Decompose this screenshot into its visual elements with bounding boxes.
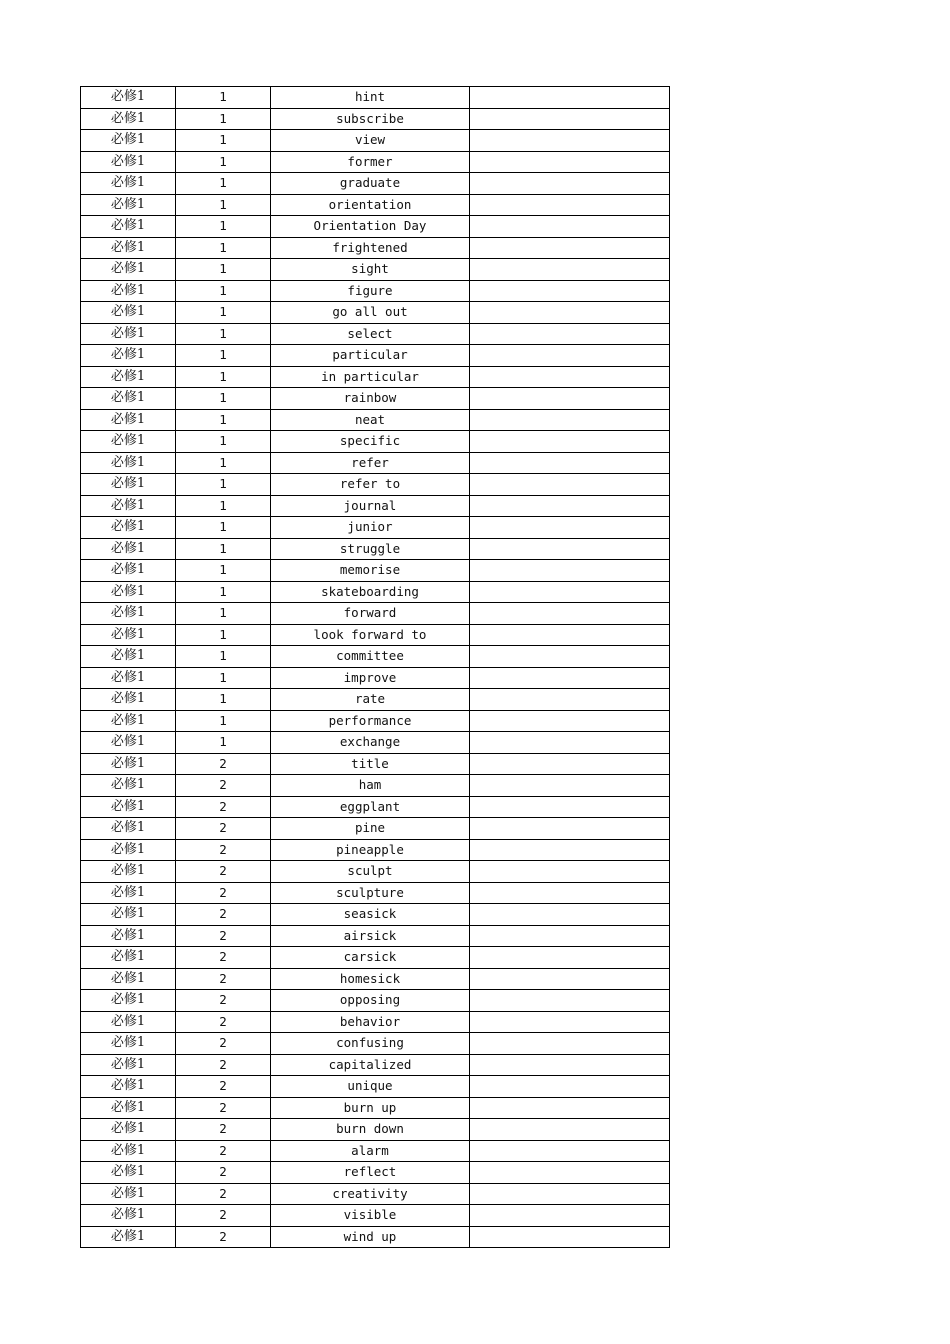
book-cell: 必修1 [81, 323, 176, 345]
table-row [81, 990, 670, 1012]
table-row [81, 1205, 670, 1227]
unit-cell: 1 [176, 474, 271, 496]
unit-cell: 2 [176, 968, 271, 990]
note-cell [470, 216, 670, 238]
word-cell: subscribe [271, 108, 470, 130]
unit-cell: 2 [176, 947, 271, 969]
note-cell [470, 753, 670, 775]
unit-cell: 1 [176, 517, 271, 539]
table-row [81, 796, 670, 818]
note-cell [470, 925, 670, 947]
word-cell: figure [271, 280, 470, 302]
book-cell: 必修1 [81, 151, 176, 173]
table-row [81, 1140, 670, 1162]
book-cell: 必修1 [81, 818, 176, 840]
table-row [81, 947, 670, 969]
word-cell: seasick [271, 904, 470, 926]
book-cell: 必修1 [81, 839, 176, 861]
unit-cell: 1 [176, 710, 271, 732]
book-cell: 必修1 [81, 603, 176, 625]
book-cell: 必修1 [81, 882, 176, 904]
table-row [81, 560, 670, 582]
word-cell: performance [271, 710, 470, 732]
unit-cell: 1 [176, 409, 271, 431]
word-cell: committee [271, 646, 470, 668]
note-cell [470, 624, 670, 646]
note-cell [470, 1033, 670, 1055]
note-cell [470, 710, 670, 732]
word-cell: journal [271, 495, 470, 517]
note-cell [470, 990, 670, 1012]
note-cell [470, 517, 670, 539]
table-row [81, 323, 670, 345]
unit-cell: 1 [176, 732, 271, 754]
unit-cell: 1 [176, 194, 271, 216]
note-cell [470, 302, 670, 324]
note-cell [470, 237, 670, 259]
book-cell: 必修1 [81, 560, 176, 582]
word-cell: sight [271, 259, 470, 281]
note-cell [470, 1076, 670, 1098]
table-row [81, 173, 670, 195]
book-cell: 必修1 [81, 1162, 176, 1184]
book-cell: 必修1 [81, 990, 176, 1012]
word-cell: rate [271, 689, 470, 711]
word-cell: improve [271, 667, 470, 689]
unit-cell: 1 [176, 452, 271, 474]
book-cell: 必修1 [81, 1119, 176, 1141]
unit-cell: 1 [176, 280, 271, 302]
word-cell: burn up [271, 1097, 470, 1119]
table-row [81, 581, 670, 603]
table-row [81, 839, 670, 861]
unit-cell: 1 [176, 345, 271, 367]
table-row [81, 259, 670, 281]
note-cell [470, 173, 670, 195]
table-row [81, 667, 670, 689]
word-cell: refer to [271, 474, 470, 496]
word-cell: orientation [271, 194, 470, 216]
unit-cell: 2 [176, 839, 271, 861]
unit-cell: 2 [176, 1011, 271, 1033]
unit-cell: 1 [176, 495, 271, 517]
note-cell [470, 452, 670, 474]
unit-cell: 1 [176, 603, 271, 625]
word-cell: capitalized [271, 1054, 470, 1076]
unit-cell: 1 [176, 237, 271, 259]
word-cell: refer [271, 452, 470, 474]
unit-cell: 1 [176, 259, 271, 281]
book-cell: 必修1 [81, 388, 176, 410]
unit-cell: 2 [176, 861, 271, 883]
word-cell: airsick [271, 925, 470, 947]
unit-cell: 1 [176, 108, 271, 130]
word-cell: memorise [271, 560, 470, 582]
table-row [81, 1162, 670, 1184]
note-cell [470, 1011, 670, 1033]
word-cell: ham [271, 775, 470, 797]
table-row [81, 1097, 670, 1119]
table-row [81, 345, 670, 367]
unit-cell: 1 [176, 560, 271, 582]
book-cell: 必修1 [81, 431, 176, 453]
note-cell [470, 194, 670, 216]
unit-cell: 2 [176, 904, 271, 926]
table-row [81, 1226, 670, 1248]
word-cell: sculpture [271, 882, 470, 904]
note-cell [470, 431, 670, 453]
unit-cell: 1 [176, 431, 271, 453]
book-cell: 必修1 [81, 1226, 176, 1248]
table-row [81, 87, 670, 109]
word-cell: Orientation Day [271, 216, 470, 238]
book-cell: 必修1 [81, 710, 176, 732]
unit-cell: 1 [176, 624, 271, 646]
book-cell: 必修1 [81, 302, 176, 324]
book-cell: 必修1 [81, 495, 176, 517]
table-row [81, 925, 670, 947]
book-cell: 必修1 [81, 624, 176, 646]
table-row [81, 753, 670, 775]
unit-cell: 2 [176, 1054, 271, 1076]
note-cell [470, 495, 670, 517]
book-cell: 必修1 [81, 1033, 176, 1055]
note-cell [470, 366, 670, 388]
word-cell: pine [271, 818, 470, 840]
unit-cell: 2 [176, 1205, 271, 1227]
note-cell [470, 603, 670, 625]
book-cell: 必修1 [81, 904, 176, 926]
note-cell [470, 560, 670, 582]
book-cell: 必修1 [81, 345, 176, 367]
book-cell: 必修1 [81, 581, 176, 603]
table-row [81, 882, 670, 904]
unit-cell: 1 [176, 538, 271, 560]
book-cell: 必修1 [81, 259, 176, 281]
table-row [81, 409, 670, 431]
vocabulary-table [80, 86, 670, 1248]
table-row [81, 130, 670, 152]
note-cell [470, 1183, 670, 1205]
unit-cell: 2 [176, 1183, 271, 1205]
book-cell: 必修1 [81, 689, 176, 711]
table-row [81, 818, 670, 840]
table-row [81, 194, 670, 216]
note-cell [470, 1226, 670, 1248]
word-cell: look forward to [271, 624, 470, 646]
table-row [81, 538, 670, 560]
unit-cell: 2 [176, 1033, 271, 1055]
book-cell: 必修1 [81, 366, 176, 388]
unit-cell: 1 [176, 689, 271, 711]
note-cell [470, 882, 670, 904]
table-row [81, 431, 670, 453]
unit-cell: 1 [176, 302, 271, 324]
word-cell: select [271, 323, 470, 345]
book-cell: 必修1 [81, 237, 176, 259]
table-row [81, 151, 670, 173]
note-cell [470, 259, 670, 281]
word-cell: eggplant [271, 796, 470, 818]
table-row [81, 1119, 670, 1141]
table-row [81, 689, 670, 711]
word-cell: in particular [271, 366, 470, 388]
word-cell: specific [271, 431, 470, 453]
unit-cell: 2 [176, 775, 271, 797]
note-cell [470, 151, 670, 173]
book-cell: 必修1 [81, 1183, 176, 1205]
unit-cell: 1 [176, 667, 271, 689]
word-cell: frightened [271, 237, 470, 259]
unit-cell: 1 [176, 646, 271, 668]
book-cell: 必修1 [81, 194, 176, 216]
book-cell: 必修1 [81, 216, 176, 238]
table-row [81, 646, 670, 668]
word-cell: confusing [271, 1033, 470, 1055]
note-cell [470, 1054, 670, 1076]
word-cell: creativity [271, 1183, 470, 1205]
table-row [81, 474, 670, 496]
book-cell: 必修1 [81, 1097, 176, 1119]
book-cell: 必修1 [81, 130, 176, 152]
unit-cell: 1 [176, 87, 271, 109]
table-row [81, 603, 670, 625]
note-cell [470, 732, 670, 754]
table-row [81, 517, 670, 539]
word-cell: hint [271, 87, 470, 109]
word-cell: behavior [271, 1011, 470, 1033]
unit-cell: 1 [176, 216, 271, 238]
note-cell [470, 388, 670, 410]
word-cell: unique [271, 1076, 470, 1098]
book-cell: 必修1 [81, 968, 176, 990]
table-row [81, 1054, 670, 1076]
book-cell: 必修1 [81, 796, 176, 818]
word-cell: rainbow [271, 388, 470, 410]
unit-cell: 1 [176, 173, 271, 195]
word-cell: sculpt [271, 861, 470, 883]
word-cell: wind up [271, 1226, 470, 1248]
table-row [81, 732, 670, 754]
note-cell [470, 323, 670, 345]
table-row [81, 108, 670, 130]
word-cell: skateboarding [271, 581, 470, 603]
word-cell: homesick [271, 968, 470, 990]
book-cell: 必修1 [81, 87, 176, 109]
note-cell [470, 904, 670, 926]
word-cell: burn down [271, 1119, 470, 1141]
table-row [81, 904, 670, 926]
unit-cell: 2 [176, 1119, 271, 1141]
book-cell: 必修1 [81, 1076, 176, 1098]
word-cell: former [271, 151, 470, 173]
unit-cell: 2 [176, 925, 271, 947]
book-cell: 必修1 [81, 947, 176, 969]
word-cell: forward [271, 603, 470, 625]
book-cell: 必修1 [81, 753, 176, 775]
book-cell: 必修1 [81, 108, 176, 130]
word-cell: junior [271, 517, 470, 539]
note-cell [470, 1140, 670, 1162]
book-cell: 必修1 [81, 517, 176, 539]
note-cell [470, 689, 670, 711]
note-cell [470, 947, 670, 969]
word-cell: view [271, 130, 470, 152]
book-cell: 必修1 [81, 1205, 176, 1227]
table-row [81, 861, 670, 883]
book-cell: 必修1 [81, 409, 176, 431]
unit-cell: 2 [176, 1076, 271, 1098]
note-cell [470, 667, 670, 689]
book-cell: 必修1 [81, 1054, 176, 1076]
table-row [81, 366, 670, 388]
word-cell: exchange [271, 732, 470, 754]
unit-cell: 1 [176, 581, 271, 603]
book-cell: 必修1 [81, 861, 176, 883]
note-cell [470, 1097, 670, 1119]
book-cell: 必修1 [81, 775, 176, 797]
book-cell: 必修1 [81, 452, 176, 474]
note-cell [470, 280, 670, 302]
table-row [81, 495, 670, 517]
book-cell: 必修1 [81, 474, 176, 496]
table-row [81, 968, 670, 990]
note-cell [470, 796, 670, 818]
note-cell [470, 839, 670, 861]
unit-cell: 2 [176, 796, 271, 818]
book-cell: 必修1 [81, 538, 176, 560]
book-cell: 必修1 [81, 732, 176, 754]
unit-cell: 1 [176, 151, 271, 173]
book-cell: 必修1 [81, 280, 176, 302]
unit-cell: 2 [176, 753, 271, 775]
word-cell: graduate [271, 173, 470, 195]
note-cell [470, 87, 670, 109]
word-cell: carsick [271, 947, 470, 969]
note-cell [470, 861, 670, 883]
table-row [81, 452, 670, 474]
word-cell: visible [271, 1205, 470, 1227]
word-cell: neat [271, 409, 470, 431]
book-cell: 必修1 [81, 925, 176, 947]
unit-cell: 1 [176, 366, 271, 388]
note-cell [470, 1162, 670, 1184]
book-cell: 必修1 [81, 667, 176, 689]
unit-cell: 2 [176, 818, 271, 840]
word-cell: opposing [271, 990, 470, 1012]
note-cell [470, 581, 670, 603]
word-cell: reflect [271, 1162, 470, 1184]
note-cell [470, 474, 670, 496]
table-row [81, 302, 670, 324]
note-cell [470, 130, 670, 152]
note-cell [470, 968, 670, 990]
table-row [81, 388, 670, 410]
note-cell [470, 1205, 670, 1227]
unit-cell: 2 [176, 1097, 271, 1119]
table-row [81, 1076, 670, 1098]
note-cell [470, 818, 670, 840]
table-row [81, 1183, 670, 1205]
book-cell: 必修1 [81, 173, 176, 195]
book-cell: 必修1 [81, 1011, 176, 1033]
word-cell: go all out [271, 302, 470, 324]
unit-cell: 1 [176, 130, 271, 152]
note-cell [470, 409, 670, 431]
unit-cell: 2 [176, 882, 271, 904]
note-cell [470, 345, 670, 367]
unit-cell: 2 [176, 1140, 271, 1162]
note-cell [470, 108, 670, 130]
book-cell: 必修1 [81, 1140, 176, 1162]
unit-cell: 2 [176, 1162, 271, 1184]
table-row [81, 280, 670, 302]
word-cell: struggle [271, 538, 470, 560]
table-row [81, 775, 670, 797]
unit-cell: 2 [176, 990, 271, 1012]
unit-cell: 1 [176, 388, 271, 410]
book-cell: 必修1 [81, 646, 176, 668]
note-cell [470, 1119, 670, 1141]
word-cell: particular [271, 345, 470, 367]
note-cell [470, 775, 670, 797]
word-cell: title [271, 753, 470, 775]
vocabulary-table-body [81, 87, 670, 1248]
table-row [81, 710, 670, 732]
table-row [81, 624, 670, 646]
note-cell [470, 538, 670, 560]
table-row [81, 1011, 670, 1033]
unit-cell: 1 [176, 323, 271, 345]
table-row [81, 237, 670, 259]
table-row [81, 1033, 670, 1055]
word-cell: alarm [271, 1140, 470, 1162]
table-row [81, 216, 670, 238]
unit-cell: 2 [176, 1226, 271, 1248]
word-cell: pineapple [271, 839, 470, 861]
note-cell [470, 646, 670, 668]
